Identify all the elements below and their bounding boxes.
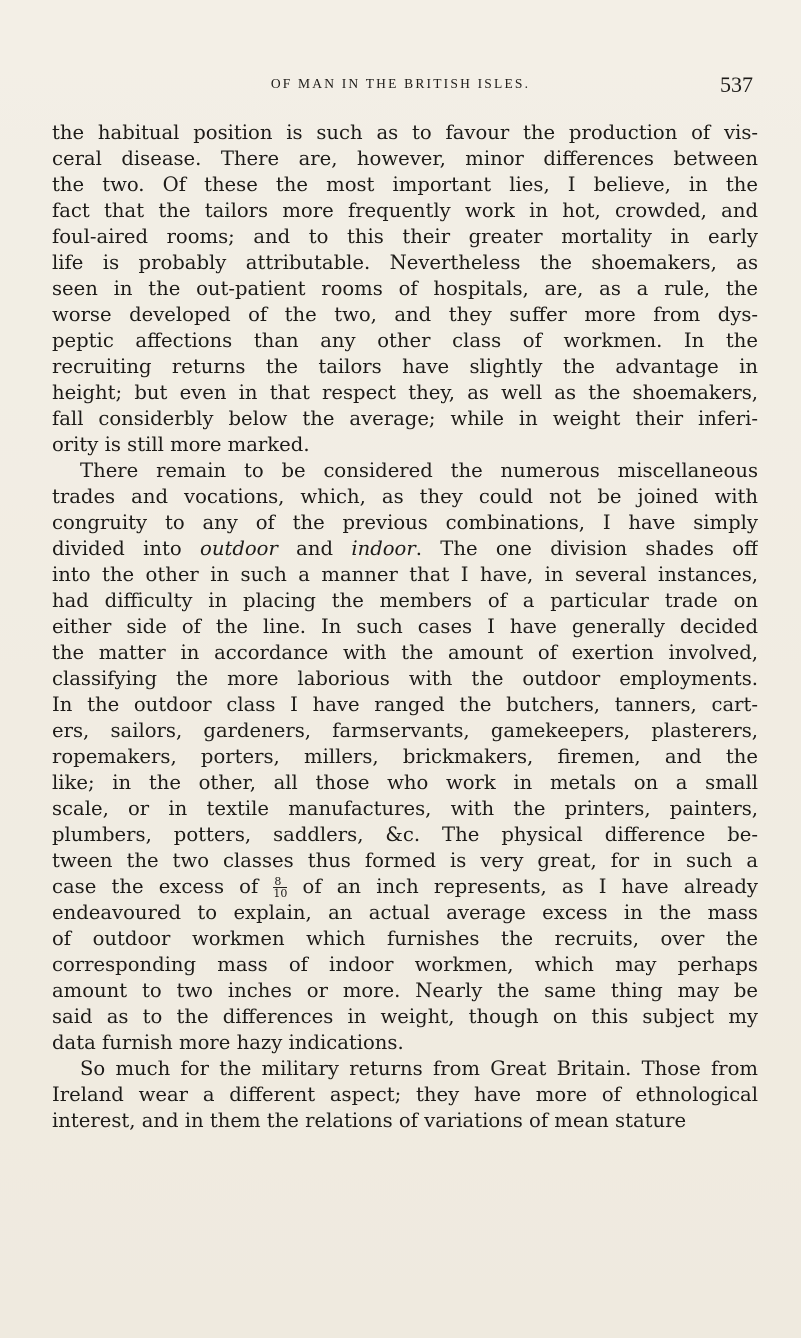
- emphasis-outdoor: outdoor: [200, 537, 278, 560]
- text-line: [52, 536, 758, 562]
- text-line: classifying the more laborious with the outdoor employments.: [52, 667, 758, 690]
- body-text: [52, 120, 758, 1134]
- page-number: 537: [720, 72, 753, 97]
- text-line: There remain to be considered the numerous miscellaneous: [80, 459, 758, 482]
- text-run: case the excess of: [52, 875, 259, 898]
- fraction-denominator: 10: [273, 887, 288, 900]
- text-line: plumbers, potters, saddlers, &c. The physical difference be-: [52, 823, 758, 846]
- fraction: [273, 876, 287, 899]
- text-line: scale, or in textile manufactures, with the printers, painters,: [52, 797, 758, 820]
- text-line: endeavoured to explain, an actual average excess in the mass: [52, 901, 758, 924]
- text-line: Ireland wear a different aspect; they have more of ethnological: [52, 1083, 758, 1106]
- text-line: congruity to any of the previous combinations, I have simply: [52, 511, 758, 534]
- text-line: seen in the out-patient rooms of hospitals, are, as a rule, the: [52, 277, 758, 300]
- text-line: corresponding mass of indoor workmen, which may perhaps: [52, 953, 758, 976]
- text-line: So much for the military returns from Great Britain. Those from: [80, 1057, 758, 1080]
- text-line: into the other in such a manner that I have, in several instances,: [52, 563, 758, 586]
- text-line: amount to two inches or more. Nearly the same thing may be: [52, 979, 758, 1002]
- text-run: and: [296, 537, 333, 560]
- running-head: OF MAN IN THE BRITISH ISLES.: [270, 76, 531, 91]
- text-run: divided into: [52, 537, 182, 560]
- text-line: the habitual position is such as to favour the production of vis-: [52, 121, 758, 144]
- text-line: of outdoor workmen which furnishes the recruits, over the: [52, 927, 758, 950]
- text-line: ority is still more marked.: [52, 433, 310, 456]
- text-line: fall considerbly below the average; while in weight their inferi-: [52, 407, 758, 430]
- text-line: life is probably attributable. Nevertheless the shoemakers, as: [52, 251, 758, 274]
- text-line: worse developed of the two, and they suffer more from dys-: [52, 303, 758, 326]
- text-run: . The one division shades off: [415, 537, 758, 560]
- text-line: height; but even in that respect they, as well as the shoemakers,: [52, 381, 758, 404]
- text-line: had difficulty in placing the members of a particular trade on: [52, 589, 758, 612]
- text-line: tween the two classes thus formed is very great, for in such a: [52, 849, 758, 872]
- text-line: data furnish more hazy indications.: [52, 1031, 404, 1054]
- text-line: recruiting returns the tailors have slightly the advantage in: [52, 355, 758, 378]
- text-line: foul-aired rooms; and to this their greater mortality in early: [52, 225, 758, 248]
- text-line: trades and vocations, which, as they could not be joined with: [52, 485, 758, 508]
- emphasis-indoor: indoor: [351, 537, 416, 560]
- page-header: [0, 72, 801, 100]
- text-line: In the outdoor class I have ranged the butchers, tanners, cart-: [52, 693, 758, 716]
- text-line: peptic affections than any other class of workmen. In the: [52, 329, 758, 352]
- text-line: the two. Of these the most important lies, I believe, in the: [52, 173, 758, 196]
- text-line: interest, and in them the relations of variations of mean stature: [52, 1109, 687, 1132]
- fraction-numerator: 8: [273, 876, 287, 888]
- text-line: [52, 874, 758, 900]
- text-line: said as to the differences in weight, though on this subject my: [52, 1005, 758, 1028]
- text-line: the matter in accordance with the amount of exertion involved,: [52, 641, 758, 664]
- text-line: either side of the line. In such cases I have generally decided: [52, 615, 758, 638]
- text-line: like; in the other, all those who work in metals on a small: [52, 771, 758, 794]
- text-line: ropemakers, porters, millers, brickmakers, firemen, and the: [52, 745, 758, 768]
- text-run: of an inch represents, as I have already: [302, 875, 758, 898]
- text-line: ceral disease. There are, however, minor differences between: [52, 147, 758, 170]
- text-line: fact that the tailors more frequently work in hot, crowded, and: [52, 199, 758, 222]
- text-line: ers, sailors, gardeners, farmservants, gamekeepers, plasterers,: [52, 719, 758, 742]
